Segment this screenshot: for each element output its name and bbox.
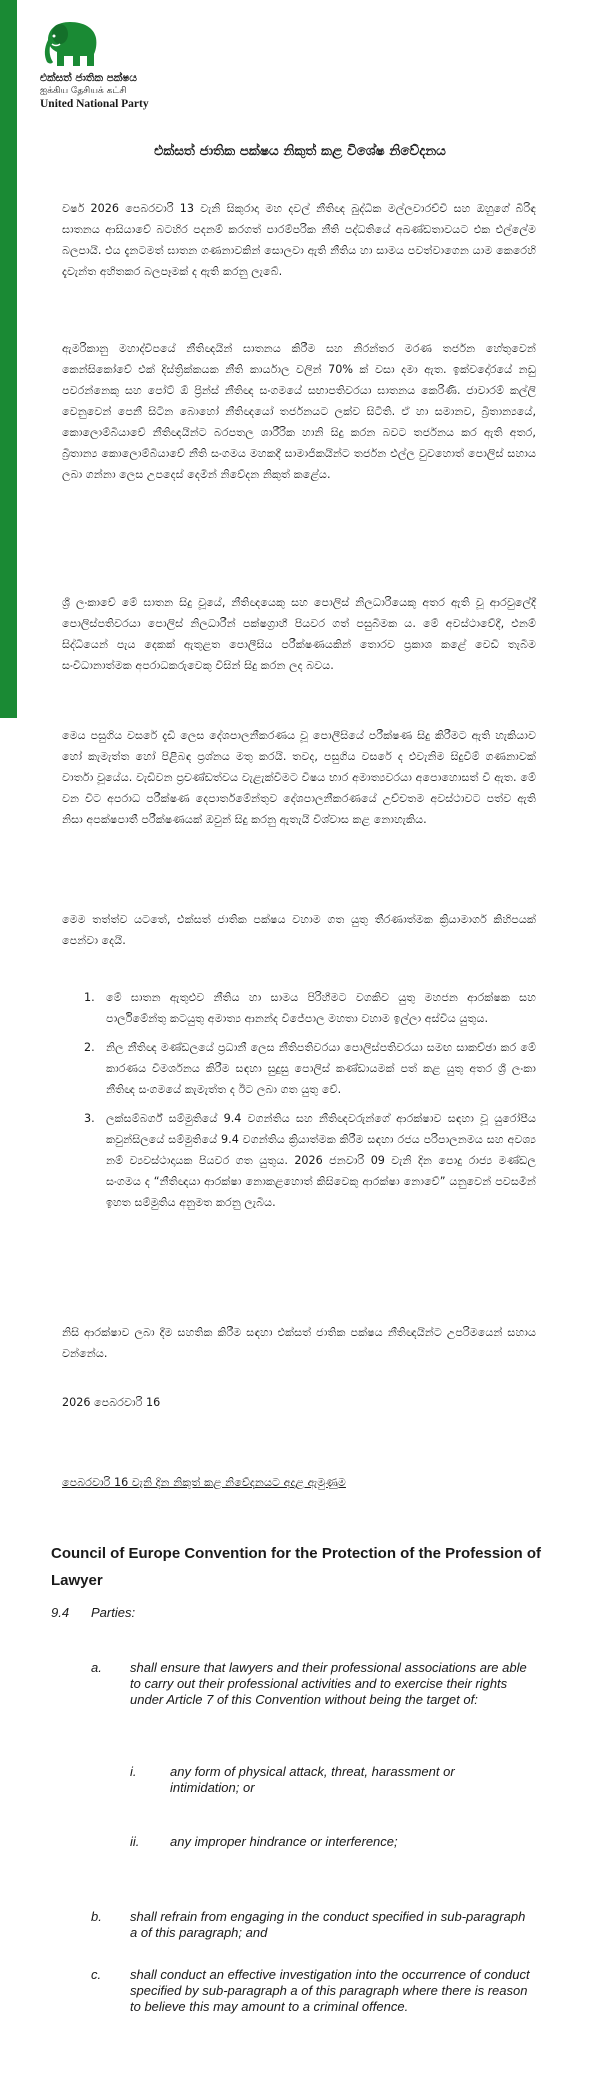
paragraph-3: ශ්‍රී ලංකාවේ මේ ඝාතන සිදු වූයේ, නීතිඥයෙකු සහ පොලිස් නිලධාරියෙකු අතර ඇති වූ ආරවුලේදී පොලිස්පතිවරයා පොලිස් නිලධාරීන් පක්ෂග්‍රාහී පියවර ගත් පසුබිමක ය. මේ අවස්ථාවේදී, එනම් සිද්ධියෙන් පැය දෙකක් ඇතුළත පොලීසිය පරීක්ෂණයකින් තොරව ප්‍රකාශ කළේ වෙඩි තැබීම සංවිධානාත්මක අපරාධකරුවෙකු විසින් සිදු කරන ලද බවය. xyxy=(62,596,536,672)
clause-ii-mark: ii. xyxy=(130,1834,140,1849)
article-label: Parties: xyxy=(91,1605,136,1620)
party-name-tamil: ஐக்கிய தேசியக் கட்சி xyxy=(40,86,127,96)
article-heading xyxy=(51,1605,135,1620)
article-number: 9.4 xyxy=(51,1605,70,1620)
list-item-text: මේ ඝාතන ඇතුළුව නීතිය හා සාමය පිරිහීමට වගකිව යුතු මහජන ආරක්ෂක සහ පාර්ලිමේන්තු කටයුතු අමාත්‍ය ආනන්ද විජේපාල මහතා වහාම ඉල්ලා අස්විය යුතුය. xyxy=(106,991,536,1025)
convention-title: Council of Europe Convention for the Protection of the Profession of Lawyer xyxy=(51,1545,541,1589)
statement-title: එක්සත් ජාතික පක්ෂය නිකුත් කළ විශේෂ නිවේදනය xyxy=(154,143,446,159)
list-item-number: 3. xyxy=(84,1112,95,1125)
clause-a-text: shall ensure that lawyers and their professional associations are able to carry out their professional activities and to exercise their rights under Article 7 of this Convention without being the target of: xyxy=(130,1660,527,1707)
elephant-icon xyxy=(40,16,106,70)
paragraph-5: මෙම තත්ත්ව යටතේ, එක්සත් ජාතික පක්ෂය වහාම ගත යුතු තීරණාත්මක ක්‍රියාමාර්ග කිහිපයක් පෙන්වා දෙයි. xyxy=(62,913,536,947)
clause-ii-text: any improper hindrance or interference; xyxy=(170,1834,398,1849)
paragraph-2: ඇමරිකානු මහාද්වීපයේ නීතිඥයින් ඝාතනය කිරීම සහ නිරන්තර මරණ තර්ජන හේතුවෙන් කෙන්සිකෝවේ එක් දිස්ත්‍රික්කයක නීති කාර්යාල වලින් 70% ක් වසා දමා ඇත. ඉක්වදෝරයේ නඩු පවරන්නෙකු සහ පෝට් ඕ ප්‍රින්ස් නීතිඥ සංගමයේ සභාපතිවරයා ඝාතනය කෙරිණි. ජාවාරම් කල්ලි වෙනුවෙන් පෙනී සිටින බොහෝ නීතිඥයෝ තර්ජනයට ලක්ව සිටිති. ඒ හා සමානව, බ්‍රිතාන්‍යයේ, කොලොම්බියාවේ නීතිඥයින්ට බරපතල ශාරීරික හානි සිදු කරන බවට තර්ජනය කර ඇති අතර, බ්‍රිතාන්‍ය කොලොම්බියාවේ නීති සංගමය මහකදී සාමාජිකයින්ට තර්ජන එල්ල වුවහොත් පොලිස් සහාය ලබා ගන්නා ලෙස උපදෙස් දෙමින් නිවේදන නිකුත් කළේය. xyxy=(62,342,536,481)
list-item-number: 2. xyxy=(84,1041,95,1054)
list-item xyxy=(84,1037,536,1100)
closing-paragraph: නිසි ආරක්ෂාව ලබා දීම සහතික කිරීම සඳහා එක්සත් ජාතික පක්ෂය නීතිඥයින්ට උපරිමයෙන් සහාය වන්නේය. xyxy=(62,1326,536,1360)
clause-b-text: shall refrain from engaging in the conduct specified in sub-paragraph a of this paragraph; and xyxy=(130,1909,526,1940)
list-item-number: 1. xyxy=(84,991,95,1004)
list-item xyxy=(84,987,536,1029)
paragraph-1: වර්ෂ 2026 පෙබරවාරි 13 වැනි සිකුරාදා මහ දවල් නීතිඥ බුද්ධික මල්ලවාරච්චි සහ ඔහුගේ බිරිඳ ඝාතනය ආසියාවේ බටහිර පදනම් කරගත් පාරම්පරික නීති පද්ධතියේ අඛණ්ඩතාවයට එක එල්ලේම බලපායි. එය දැනටමත් ඝාතන ගණනාවකින් සොලවා ඇති නීතිය හා සාමය පවත්වාගෙන යාම කෙරෙහි දැවැන්ත අහිතකර බලපෑමක් ද ඇති කරනු ලැබේ. xyxy=(62,202,536,278)
list-item-text: නිල නීතිඥ මණ්ඩලයේ ප්‍රධානී ලෙස නීතිපතිවරයා පොලිස්පතිවරයා සමඟ සාකච්ඡා කර මේ කාරණය විමර්ශනය කිරීම සඳහා සුදුසු පොලිස් කණ්ඩායමක් පත් කළ යුතු අතර ශ්‍රී ලංකා නීතිඥ සංගමයේ කැමැත්ත ද ඊට ලබා ගත යුතු වේ. xyxy=(106,1041,536,1096)
statement-date: 2026 පෙබරවාරි 16 xyxy=(62,1396,161,1409)
clause-c-mark: c. xyxy=(91,1967,102,1982)
action-list xyxy=(84,987,536,1221)
annex-heading: පෙබරවාරි 16 වැනි දින නිකුත් කළ නිවේදනයට අදාළ ඇමුණුම xyxy=(62,1476,346,1489)
list-item-text: ලක්සම්බර්ග් සම්මුතියේ 9.4 වගන්තිය සහ නීතිඥවරුන්ගේ ආරක්ෂාව සඳහා වූ යුරෝපීය කවුන්සිලයේ සම්මුතියේ 9.4 වගන්තිය ක්‍රියාත්මක කිරීම සඳහා රජය පරිපාලනමය සහ අවශ්‍ය නම් ව්‍යවස්ථාදායක පියවර ගත යුතුය. 2026 ජනවාරි 09 වැනි දින පොදු රාජ්‍ය මණ්ඩල සංගමය ද “නීතිඥයා ආරක්ෂා නොකළහොත් කිසිවෙකු ආරක්ෂා නොවේ” යනුවෙන් පවසමින් ඉහත සම්මුතිය අනුමත කරනු ලැබීය. xyxy=(106,1112,536,1209)
party-name-english: United National Party xyxy=(40,98,149,110)
paragraph-4: මෙය පසුගිය වසරේ දැඩි ලෙස දේශපාලනීකරණය වූ පොලීසියේ පරීක්ෂණ සිදු කිරීමට ඇති හැකියාව හෝ කැමැත්ත හෝ පිළිබඳ ප්‍රශ්නය මතු කරයි. තවද, පසුගිය වසරේ ද එවැනිම සිදුවීම් ගණනාවක් වාර්තා වූයේය. වැඩිවන ප්‍රචණ්ඩත්වය වැළැක්වීමට විෂය භාර අමාත්‍යවරයා අපොහොසත් වී ඇත. මේ වන විට අපරාධ පරීක්ෂණ දෙපාර්තමේන්තුව දේශපාලනීකරණයේ උච්චතම අවස්ථාවට පත්ව ඇති නිසා අපක්ෂපාතී පරීක්ෂණයක් ඔවුන් සිදු කරනු ඇතැයි විශ්වාස කළ නොහැකිය. xyxy=(62,729,536,826)
clause-b-mark: b. xyxy=(91,1909,102,1924)
clause-i-mark: i. xyxy=(130,1764,137,1779)
clause-c-text: shall conduct an effective investigation into the occurrence of conduct specified by sub-paragraph a of this paragraph where there is reason to believe this may amount to a criminal offence. xyxy=(130,1967,530,2014)
list-item xyxy=(84,1108,536,1213)
party-name-sinhala: එක්සත් ජාතික පක්ෂය xyxy=(40,72,137,84)
clause-i-text: any form of physical attack, threat, harassment or intimidation; or xyxy=(170,1764,455,1795)
clause-a-mark: a. xyxy=(91,1660,102,1675)
brand-side-bar xyxy=(0,0,17,718)
party-logo-block xyxy=(40,16,170,110)
